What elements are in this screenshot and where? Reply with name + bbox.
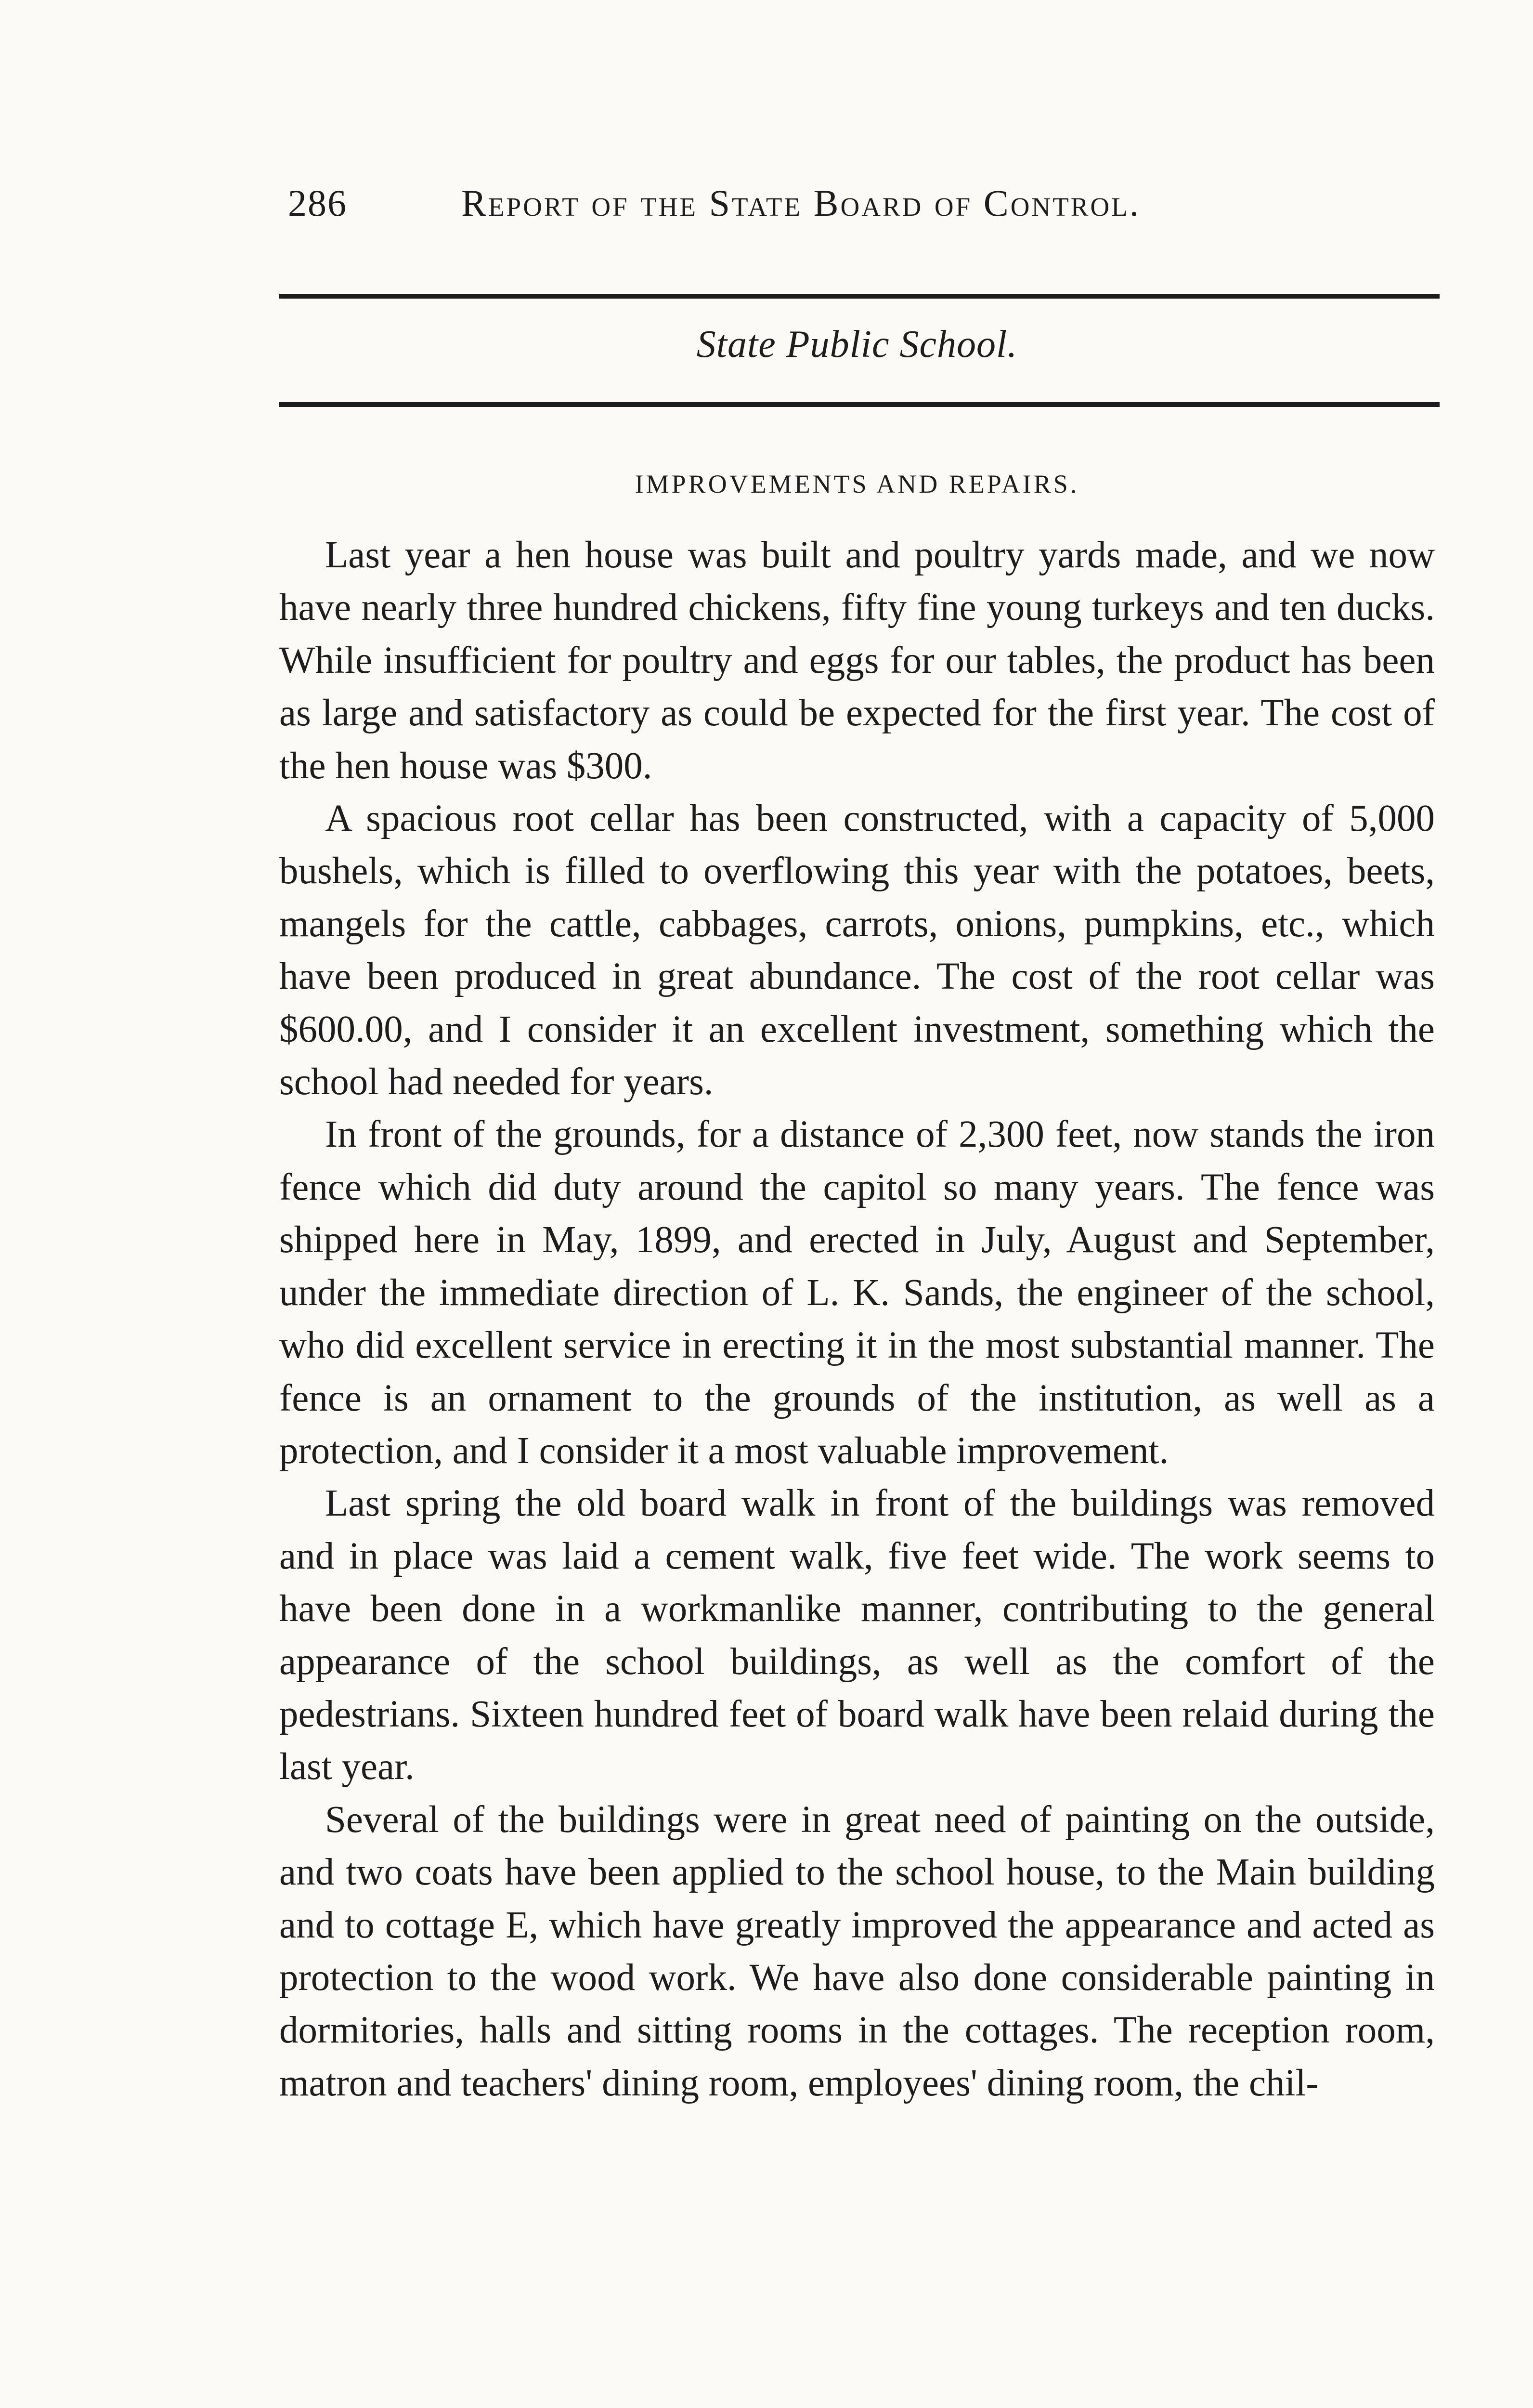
paragraph: Last spring the old board walk in front of the buildings was removed and in place was laid a cement walk, five feet wide. The work seems to have been done in a workmanlike manner, contributing to the general appearance of the school buildings, as well as the comfort of the pedestrians. Sixteen hundred feet of board walk have been relaid during the last year. (279, 1482, 1435, 1788)
header-rule-top (279, 294, 1440, 299)
body-text (279, 529, 1435, 2109)
running-title: Report of the State Board of Control. (461, 182, 1141, 224)
page-number: 286 (288, 182, 347, 224)
header-rule-bottom (279, 402, 1440, 407)
page-header (288, 179, 1440, 242)
paragraph: Several of the buildings were in great need of painting on the outside, and two coats have been applied to the school house, to the Main building and to cottage E, which have greatly improved the appearance and acted as protection to the wood work. We have also done considerable painting in dormitories, halls and sitting rooms in the cottages. The reception room, matron and teachers' dining room, employees' dining room, the chil- (279, 1798, 1435, 2104)
book-page (274, 0, 1440, 2408)
paragraph: Last year a hen house was built and poultry yards made, and we now have nearly three hundred chickens, fifty fine young turkeys and ten ducks. While insufficient for poultry and eggs for our tables, the product has been as large and satisfactory as could be expected for the first year. The cost of the hen house was $300. (279, 534, 1435, 787)
paragraph: In front of the grounds, for a distance of 2,300 feet, now stands the iron fence which did duty around the capitol so many years. The fence was shipped here in May, 1899, and erected in July, August and September, under the immediate direction of L. K. Sands, the engineer of the school, who did excellent service in erecting it in the most substantial manner. The fence is an ornament to the grounds of the institution, as well as a protection, and I consider it a most valuable improvement. (279, 1113, 1435, 1472)
paragraph: A spacious root cellar has been constructed, with a capacity of 5,000 bushels, which is filled to overflowing this year with the potatoes, beets, mangels for the cattle, cabbages, carrots, onions, pumpkins, etc., which have been produced in great abundance. The cost of the root cellar was $600.00, and I consider it an excellent investment, something which the school had needed for years. (279, 798, 1435, 1103)
section-subtitle: State Public School. (696, 323, 1018, 366)
section-heading: IMPROVEMENTS AND REPAIRS. (635, 470, 1079, 498)
